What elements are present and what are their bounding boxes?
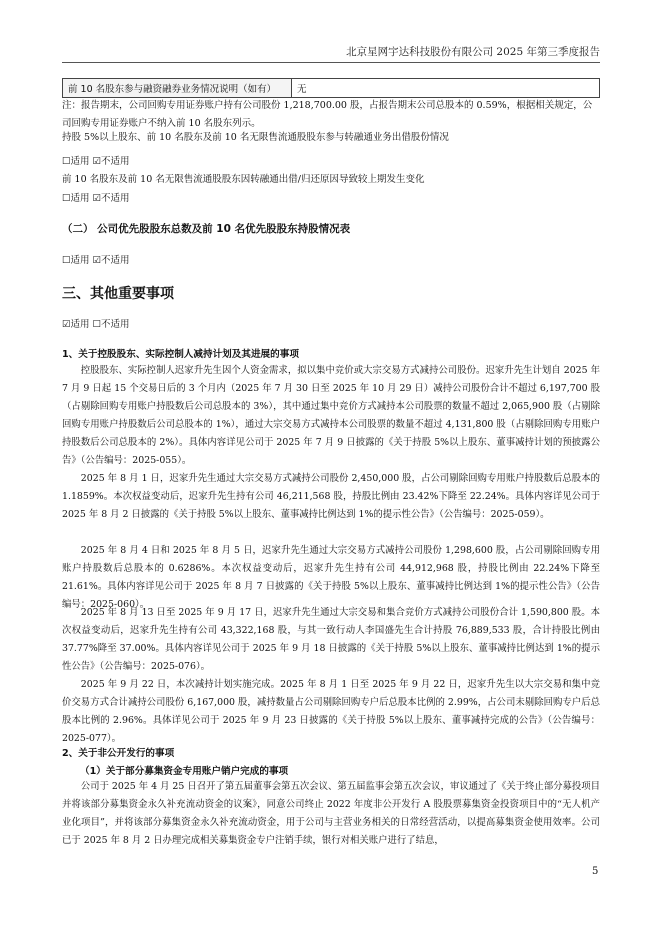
section-heading: 三、其他重要事项 <box>62 286 174 302</box>
table-row <box>63 79 600 98</box>
lending-title: 持股 5%以上股东、前 10 名股东及前 10 名无限售流通股股东参与转融通业务出借股份情况 <box>62 132 449 143</box>
table-label-cell: 前 10 名股东参与融资融券业务情况说明（如有） <box>63 79 292 98</box>
change-title: 前 10 名股东及前 10 名无限售流通股股东因转融通出借/归还原因导致较上期发生变化 <box>62 174 425 185</box>
item1-paragraph-aug4: 2025 年 8 月 4 日和 2025 年 8 月 5 日，迟家升先生通过大宗交易方式减持公司股份 1,298,600 股，占公司剔除回购专用账户持股数后总股本的 0.6286%。本次权益变动后，迟家升先生持有公司 44,912,968 股，持股比例由 22.24%下降至 21.61%。具体内容详见公司于 2025 年 8 月 7 日披露的《关于持股 5%以上股东、董事减持比例达到 1%的提示性公告》（公告编号：2025-060）。 <box>62 545 600 610</box>
item1-paragraph-aug1: 2025 年 8 月 1 日，迟家升先生通过大宗交易方式减持公司股份 2,450,000 股，占公司剔除回购专用账户持股数后总股本的 1.1859%。本次权益变动后，迟家升先生持有公司 46,211,568 股，持股比例由 23.42%下降至 22.24%。具体内容详见公司于 2025 年 8 月 2 日披露的《关于持股 5%以上股东、董事减持比例达到 1%的提示性公告》（公告编号：2025-059）。 <box>62 473 600 520</box>
header-divider <box>62 62 600 63</box>
item2-heading: 2、关于非公开发行的事项 <box>62 748 175 759</box>
preferred-option: ☐适用 ☑不适用 <box>62 255 130 266</box>
lending-option: ☐适用 ☑不适用 <box>62 156 130 167</box>
item2-subheading: （1）关于部分募集资金专用账户销户完成的事项 <box>80 766 289 777</box>
item1-paragraph-aug13: 2025 年 8 月 13 日至 2025 年 9 月 17 日，迟家升先生通过大宗交易和集合竞价方式减持公司股份合计 1,590,800 股。本次权益变动后，迟家升先生持有公司 43,322,168 股，与其一致行动人李国盛先生合计持股 76,889,533 股，合计持股比例由 37.77%降至 37.00%。具体内容详见公司于 2025 年 9 月 18 日披露的《关于持股 5%以上股东、董事减持比例达到 1%的提示性公告》（公告编号：2025-076）。 <box>62 607 600 672</box>
item1-paragraph-plan: 控股股东、实际控制人迟家升先生因个人资金需求，拟以集中竞价或大宗交易方式减持公司股份。迟家升先生计划自 2025 年 7 月 9 日起 15 个交易日后的 3 个月内（2025 年 7 月 30 日至 2025 年 10 月 29 日）减持公司股份合计不超过 6,197,700 股（占剔除回购专用账户持股数后公司总股本的 3%），其中通过集中竞价方式减持本公司股票的数量不超过 2,065,900 股（占剔除回购专用账户持股数后公司总股本的 1%），通过大宗交易方式减持本公司股票的数量不超过 4,131,800 股（占剔除回购专用账户持股数后公司总股本的 2%）。具体内容详见公司于 2025 年 7 月 9 日披露的《关于持股 5%以上股东、董事减持计划的预披露公告》（公告编号：2025-055）。 <box>62 365 600 466</box>
item1-heading: 1、关于控股股东、实际控制人减持计划及其进展的事项 <box>62 349 299 360</box>
section-option: ☑适用 ☐不适用 <box>62 319 130 330</box>
table-value-cell: 无 <box>292 79 600 98</box>
page-number: 5 <box>592 866 599 877</box>
page-header-title: 北京星网宇达科技股份有限公司 2025 年第三季度报告 <box>346 46 600 58</box>
item1-paragraph-sep22: 2025 年 9 月 22 日，本次减持计划实施完成。2025 年 8 月 1 日至 2025 年 9 月 22 日，迟家升先生以大宗交易和集中竞价交易方式合计减持公司股份 6,167,000 股，减持数量占公司剔除回购专户后总股本比例的 2.99%，占公司未剔除回购专户后总股本比例的 2.96%。具体详见公司于 2025 年 9 月 23 日披露的《关于持股 5%以上股东、董事减持完成的公告》（公告编号：2025-077）。 <box>62 679 600 744</box>
item2-paragraph: 公司于 2025 年 4 月 25 日召开了第五届董事会第五次会议、第五届监事会第五次会议，审议通过了《关于终止部分募投项目并将该部分募集资金永久补充流动资金的议案》，同意公司终止 2022 年度非公开发行 A 股股票募集资金投资项目中的“无人机产业化项目”，并将该部分募集资金永久补充流动资金，用于公司与主营业务相关的日常经营活动，以提高募集资金使用效率。公司已于 2025 年 8 月 2 日办理完成相关募集资金专户注销手续，银行对相关账户进行了结息， <box>62 781 600 846</box>
repurchase-note: 注：报告期末，公司回购专用证券账户持有公司股份 1,218,700.00 股，占报告期末公司总股本的 0.59%，根据相关规定，公司回购专用证券账户不纳入前 10 名股东列示。 <box>62 100 593 129</box>
preferred-shares-heading: （二） 公司优先股股东总数及前 10 名优先股股东持股情况表 <box>62 223 351 235</box>
margin-trading-table <box>62 78 600 98</box>
change-option: ☐适用 ☑不适用 <box>62 193 130 204</box>
